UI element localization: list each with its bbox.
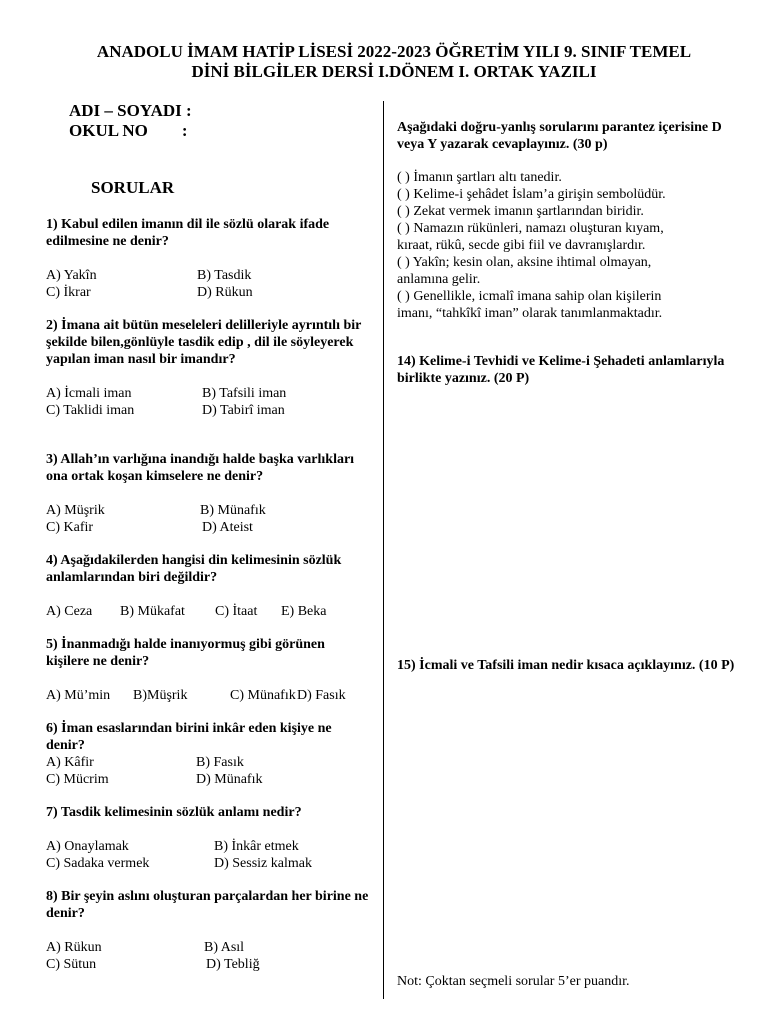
true-false-instruction: Aşağıdaki doğru-yanlış sorularını parantez içerisine D veya Y yazarak cevaplayınız. (30 p): [397, 120, 722, 152]
option-b: B) Asıl: [204, 940, 245, 955]
question-7: [46, 804, 371, 872]
question-5: [46, 636, 371, 704]
true-false-item: anlamına gelir.: [397, 272, 481, 287]
question-4: [46, 552, 371, 620]
question-2: [46, 317, 371, 419]
option-d: D) Sessiz kalmak: [214, 856, 312, 871]
school-no-label: OKUL NO :: [69, 121, 188, 140]
name-label: ADI – SOYADI :: [69, 101, 192, 120]
option-b: B) Mükafat: [120, 604, 185, 619]
option-c: C) Taklidi iman: [46, 403, 135, 418]
option-b: B) Tasdik: [197, 268, 252, 283]
student-info: [69, 101, 192, 141]
option-d: D) Tebliğ: [206, 957, 260, 972]
question-text: 7) Tasdik kelimesinin sözlük anlamı nedir?: [46, 805, 302, 820]
option-a: A) Rükun: [46, 940, 102, 955]
true-false-item: ( ) Namazın rükünleri, namazı oluşturan kıyam,: [397, 221, 664, 236]
question-3: [46, 451, 371, 536]
true-false-item: ( ) Zekat vermek imanın şartlarından biridir.: [397, 204, 644, 219]
option-c: C) İkrar: [46, 285, 91, 300]
sorular-heading: SORULAR: [91, 178, 175, 197]
option-d: D) Tabirî iman: [202, 403, 285, 418]
true-false-list: [397, 169, 737, 322]
question-text: 8) Bir şeyin aslını oluşturan parçalardan her birine ne denir?: [46, 889, 369, 921]
exam-title: [40, 42, 748, 82]
option-d: D) Fasık: [297, 688, 346, 703]
option-a: A) Ceza: [46, 604, 93, 619]
option-a: A) İcmali iman: [46, 386, 132, 401]
option-d: D) Münafık: [196, 772, 263, 787]
question-1: [46, 216, 371, 301]
true-false-item: ( ) Yakîn; kesin olan, aksine ihtimal olmayan,: [397, 255, 652, 270]
option-c: C) Münafık: [230, 688, 296, 703]
option-c: C) Kafir: [46, 520, 94, 535]
question-text: 4) Aşağıdakilerden hangisi din kelimesinin sözlük anlamlarından biri değildir?: [46, 553, 342, 585]
option-b: B) İnkâr etmek: [214, 839, 299, 854]
option-a: A) Kâfir: [46, 755, 94, 770]
option-d: D) Ateist: [202, 520, 253, 535]
exam-title-line1: ANADOLU İMAM HATİP LİSESİ 2022-2023 ÖĞRETİM YILI 9. SINIF TEMEL: [96, 42, 692, 61]
option-a: A) Mü’min: [46, 688, 111, 703]
exam-title-line2: DİNİ BİLGİLER DERSİ I.DÖNEM I. ORTAK YAZILI: [191, 62, 597, 81]
footnote: Not: Çoktan seçmeli sorular 5’er puandır.: [397, 974, 630, 989]
true-false-item: ( ) Kelime-i şehâdet İslam’a girişin sembolüdür.: [397, 187, 666, 202]
option-c: C) Sadaka vermek: [46, 856, 150, 871]
question-text: 6) İman esaslarından birini inkâr eden kişiye ne denir?: [46, 721, 332, 753]
option-a: A) Onaylamak: [46, 839, 129, 854]
question-6: [46, 720, 371, 788]
question-8: [46, 888, 371, 973]
option-b: B) Münafık: [200, 503, 266, 518]
option-b: B) Tafsili iman: [202, 386, 287, 401]
question-text: 3) Allah’ın varlığına inandığı halde başka varlıkları ona ortak koşan kimselere ne denir?: [46, 452, 355, 484]
option-c: C) Sütun: [46, 957, 97, 972]
option-c: C) İtaat: [215, 604, 258, 619]
option-a: A) Yakîn: [46, 268, 97, 283]
question-14: 14) Kelime-i Tevhidi ve Kelime-i Şehadeti anlamlarıyla birlikte yazınız. (20 P): [397, 354, 725, 386]
true-false-item: imanı, “tahkîkî iman” olarak tanımlanmaktadır.: [397, 306, 663, 321]
question-text: 1) Kabul edilen imanın dil ile sözlü olarak ifade edilmesine ne denir?: [46, 217, 330, 249]
question-text: 5) İnanmadığı halde inanıyormuş gibi görünen kişilere ne denir?: [46, 637, 325, 669]
question-text: 2) İmana ait bütün meseleleri delilleriyle ayrıntılı bir şekilde bilen,gönlüyle tasdik edip , dil ile söyleyerek yapılan iman nasıl bir imandır?: [46, 318, 362, 367]
true-false-item: kıraat, rükû, secde gibi fiil ve davranışlardır.: [397, 238, 646, 253]
true-false-item: ( ) İmanın şartları altı tanedir.: [397, 170, 562, 185]
option-b: B) Fasık: [196, 755, 244, 770]
option-c: C) Mücrim: [46, 772, 109, 787]
option-a: A) Müşrik: [46, 503, 105, 518]
option-d: D) Rükun: [197, 285, 253, 300]
true-false-item: ( ) Genellikle, icmalî imana sahip olan kişilerin: [397, 289, 662, 304]
column-divider: [383, 101, 384, 999]
option-b: B)Müşrik: [133, 688, 188, 703]
option-d: E) Beka: [281, 604, 327, 619]
question-15: 15) İcmali ve Tafsili iman nedir kısaca açıklayınız. (10 P): [397, 658, 735, 673]
